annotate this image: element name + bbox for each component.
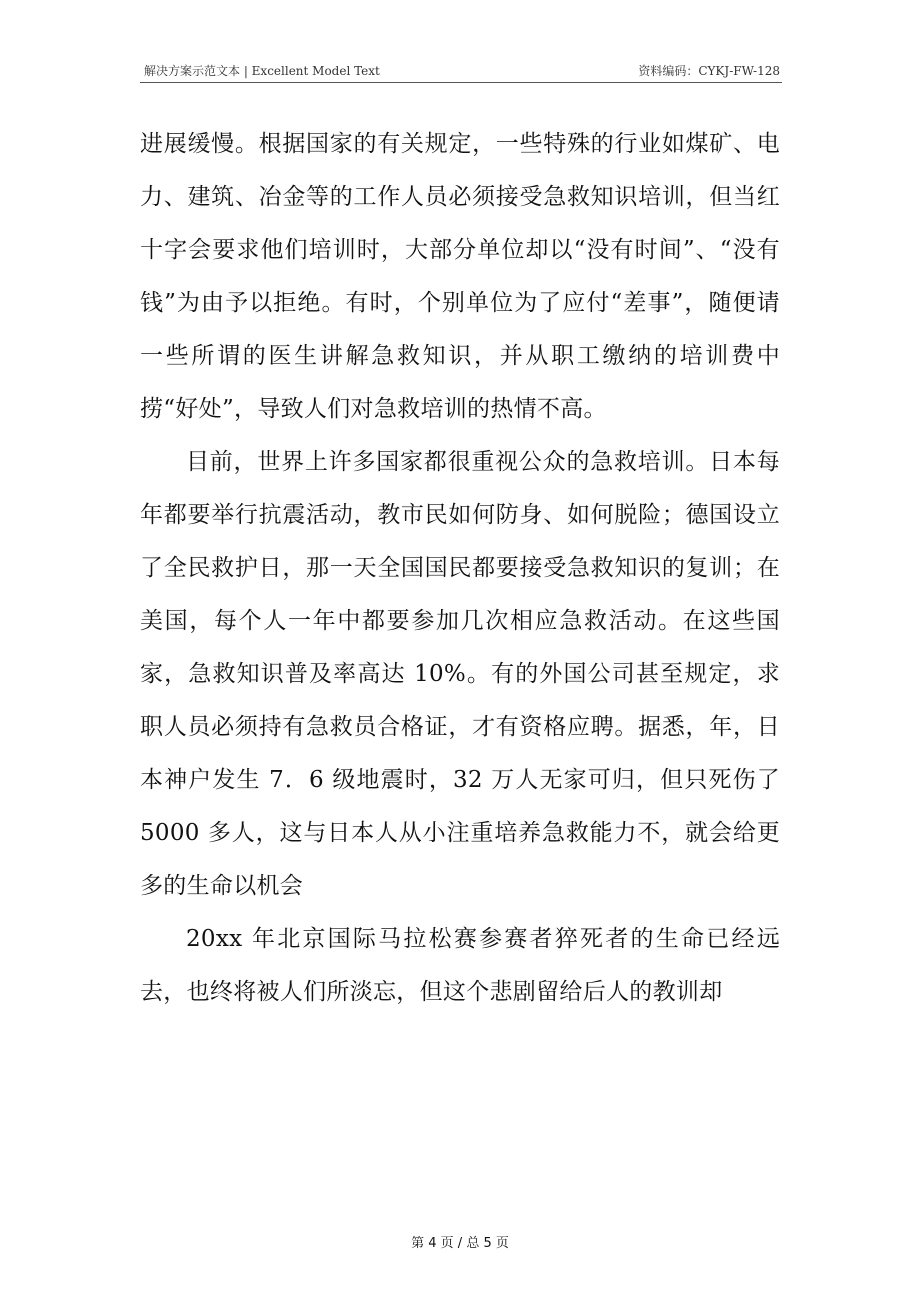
header-document-code: 资料编码：CYKJ-FW-128 — [638, 64, 780, 78]
body-paragraph-1: 进展缓慢。根据国家的有关规定，一些特殊的行业如煤矿、电力、建筑、冶金等的工作人员必须接受急救知识培训，但当红十字会要求他们培训时，大部分单位却以“没有时间”、“没有钱”为由予以拒绝。有时，个别单位为了应付“差事”，随便请一些所谓的医生讲解急救知识，并从职工缴纳的培训费中捞“好处”，导致人们对急救培训的热情不高。 — [140, 131, 780, 422]
header-document-title: 解决方案示范文本 | Excellent Model Text — [144, 64, 380, 78]
page-number-footer: 第 4 页 / 总 5 页 — [411, 1236, 509, 1251]
page-header — [140, 56, 782, 83]
body-paragraph-2: 目前，世界上许多国家都很重视公众的急救培训。日本每年都要举行抗震活动，教市民如何防身、如何脱险；德国设立了全民救护日，那一天全国国民都要接受急救知识的复训；在美国，每个人一年中都要参加几次相应急救活动。在这些国家，急救知识普及率高达 10%。有的外国公司甚至规定，求职人员必须持有急救员合格证，才有资格应聘。据悉，年，日本神户发生 7．6 级地震时，32 万人无家可归，但只死伤了 5000 多人，这与日本人从小注重培养急救能力不，就会给更多的生命以机会 — [140, 449, 780, 899]
body-paragraph-3: 20xx 年北京国际马拉松赛参赛者猝死者的生命已经远去，也终将被人们所淡忘，但这个悲剧留给后人的教训却 — [140, 926, 780, 1005]
document-body — [140, 118, 780, 1019]
